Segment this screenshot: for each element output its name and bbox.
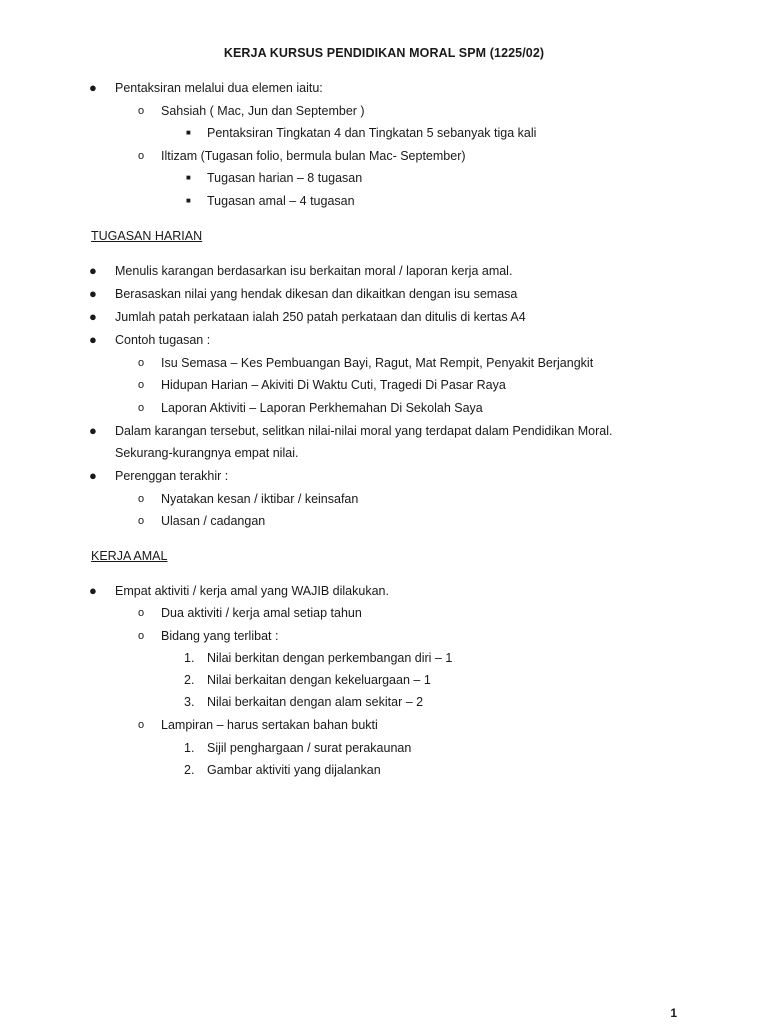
- list-item: Nilai berkitan dengan perkembangan diri – 1: [207, 651, 453, 665]
- list-item: Lampiran – harus sertakan bahan bukti: [161, 718, 378, 732]
- list-number: 3.: [184, 695, 195, 709]
- list-item: Pentaksiran Tingkatan 4 dan Tingkatan 5 sebanyak tiga kali: [207, 126, 537, 140]
- list-item: Tugasan amal – 4 tugasan: [207, 194, 355, 208]
- circle-bullet-icon: o: [138, 150, 145, 162]
- circle-bullet-icon: o: [138, 105, 145, 117]
- list-item: Ulasan / cadangan: [161, 514, 266, 528]
- square-bullet-icon: ■: [186, 128, 191, 137]
- circle-bullet-icon: o: [138, 607, 145, 619]
- list-item: Dalam karangan tersebut, selitkan nilai-nilai moral yang terdapat dalam Pendidikan Moral.: [115, 424, 613, 438]
- list-item: Nyatakan kesan / iktibar / keinsafan: [161, 492, 359, 506]
- bullet-icon: ●: [89, 423, 97, 438]
- list-item: Perenggan terakhir :: [115, 469, 229, 483]
- circle-bullet-icon: o: [138, 357, 145, 369]
- list-number: 1.: [184, 651, 195, 665]
- list-item-continuation: Sekurang-kurangnya empat nilai.: [115, 446, 299, 460]
- circle-bullet-icon: o: [138, 630, 145, 642]
- list-item: Iltizam (Tugasan folio, bermula bulan Mac- September): [161, 149, 466, 163]
- list-item: Empat aktiviti / kerja amal yang WAJIB dilakukan.: [115, 584, 389, 598]
- bullet-icon: ●: [89, 286, 97, 301]
- bullet-icon: ●: [89, 263, 97, 278]
- list-item: Berasaskan nilai yang hendak dikesan dan dikaitkan dengan isu semasa: [115, 287, 518, 301]
- list-number: 1.: [184, 741, 195, 755]
- list-item: Sahsiah ( Mac, Jun dan September ): [161, 104, 365, 118]
- list-number: 2.: [184, 763, 195, 777]
- list-item: Dua aktiviti / kerja amal setiap tahun: [161, 606, 362, 620]
- square-bullet-icon: ■: [186, 173, 191, 182]
- bullet-icon: ●: [89, 80, 97, 95]
- circle-bullet-icon: o: [138, 379, 145, 391]
- list-item: Nilai berkaitan dengan kekeluargaan – 1: [207, 673, 431, 687]
- list-item: Pentaksiran melalui dua elemen iaitu:: [115, 81, 323, 95]
- document-title: KERJA KURSUS PENDIDIKAN MORAL SPM (1225/02): [223, 46, 545, 60]
- list-item: Menulis karangan berdasarkan isu berkaitan moral / laporan kerja amal.: [115, 264, 513, 278]
- section-heading-kerja-amal: KERJA AMAL: [91, 549, 168, 563]
- list-item: Contoh tugasan :: [115, 333, 211, 347]
- list-item: Tugasan harian – 8 tugasan: [207, 171, 363, 185]
- list-item: Sijil penghargaan / surat perakaunan: [207, 741, 412, 755]
- list-item: Hidupan Harian – Akiviti Di Waktu Cuti, Tragedi Di Pasar Raya: [161, 378, 506, 392]
- circle-bullet-icon: o: [138, 402, 145, 414]
- circle-bullet-icon: o: [138, 515, 145, 527]
- list-item: Nilai berkaitan dengan alam sekitar – 2: [207, 695, 424, 709]
- bullet-icon: ●: [89, 583, 97, 598]
- list-item: Isu Semasa – Kes Pembuangan Bayi, Ragut, Mat Rempit, Penyakit Berjangkit: [161, 356, 594, 370]
- list-item: Bidang yang terlibat :: [161, 629, 279, 643]
- bullet-icon: ●: [89, 309, 97, 324]
- circle-bullet-icon: o: [138, 493, 145, 505]
- bullet-icon: ●: [89, 332, 97, 347]
- square-bullet-icon: ■: [186, 196, 191, 205]
- list-number: 2.: [184, 673, 195, 687]
- list-item: Gambar aktiviti yang dijalankan: [207, 763, 381, 777]
- circle-bullet-icon: o: [138, 719, 145, 731]
- list-item: Jumlah patah perkataan ialah 250 patah perkataan dan ditulis di kertas A4: [115, 310, 526, 324]
- bullet-icon: ●: [89, 468, 97, 483]
- list-item: Laporan Aktiviti – Laporan Perkhemahan Di Sekolah Saya: [161, 401, 483, 415]
- page-number: 1: [670, 1006, 677, 1020]
- section-heading-tugasan-harian: TUGASAN HARIAN: [91, 229, 203, 243]
